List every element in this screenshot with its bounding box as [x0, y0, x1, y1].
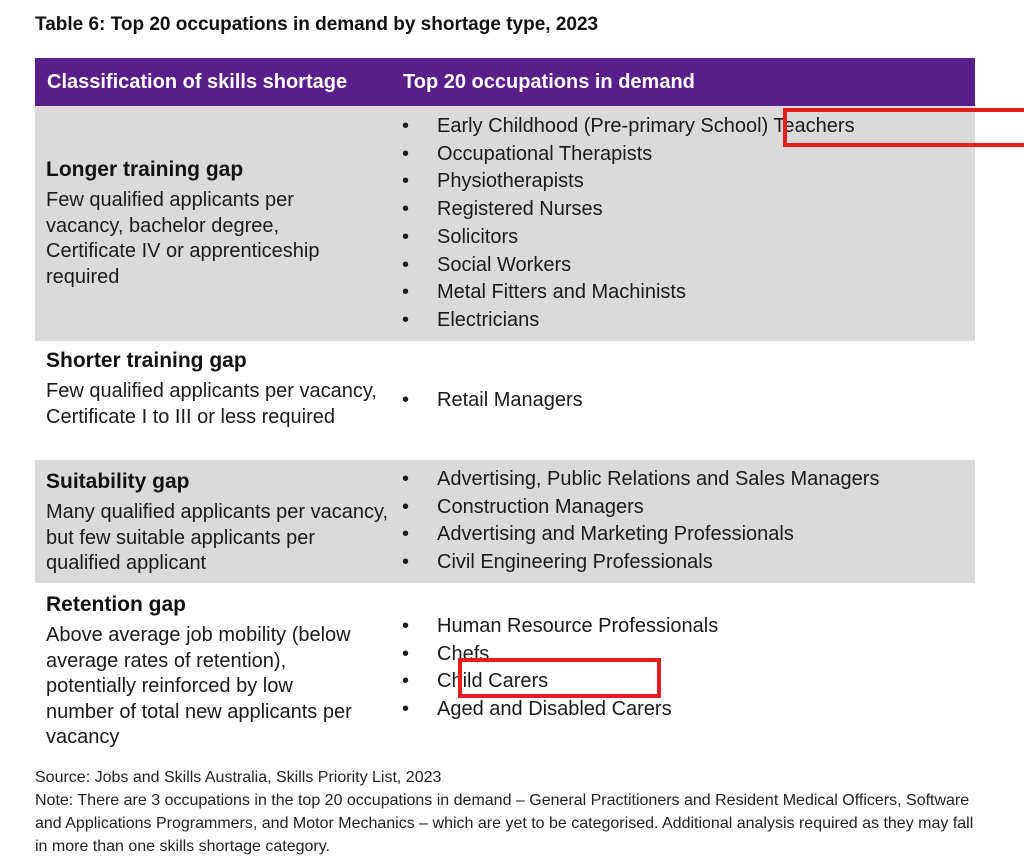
occupation-list	[391, 460, 975, 577]
category-description: Many qualified applicants per vacancy, but few suitable applicants per qualified applicant	[46, 501, 389, 574]
occupations-cell	[391, 583, 975, 753]
list-item: • Chefs	[402, 641, 975, 669]
list-item: • Human Resource Professionals	[402, 613, 975, 641]
list-item: • Construction Managers	[402, 494, 975, 522]
category-title: Suitability gap	[46, 470, 190, 493]
list-item: • Advertising and Marketing Professionals	[402, 521, 975, 549]
list-item: • Civil Engineering Professionals	[402, 549, 975, 577]
list-item: • Early Childhood (Pre-primary School) Teachers	[402, 113, 975, 141]
occupation-list	[391, 106, 975, 335]
table-title: Table 6: Top 20 occupations in demand by shortage type, 2023	[35, 14, 599, 35]
category-description: Few qualified applicants per vacancy, bachelor degree, Certificate IV or apprenticeship required	[46, 189, 320, 288]
list-item: • Electricians	[402, 307, 975, 335]
occupations-cell	[391, 341, 975, 460]
category-cell	[35, 460, 391, 583]
header-occupations: Top 20 occupations in demand	[403, 70, 695, 93]
list-item: • Physiotherapists	[402, 168, 975, 196]
category-title: Longer training gap	[46, 158, 244, 181]
header-classification: Classification of skills shortage	[47, 70, 348, 93]
list-item: • Metal Fitters and Machinists	[402, 279, 975, 307]
category-description: Few qualified applicants per vacancy, Certificate I to III or less required	[46, 380, 377, 428]
list-item: • Child Carers	[402, 668, 975, 696]
table-row-longer-training-gap	[35, 106, 975, 341]
category-title: Retention gap	[46, 593, 186, 616]
occupations-cell	[391, 106, 975, 341]
occupation-list	[391, 341, 975, 415]
table-row-suitability-gap	[35, 460, 975, 583]
occupation-list	[391, 583, 975, 724]
category-cell	[35, 106, 391, 341]
table-row-retention-gap	[35, 583, 975, 753]
list-item: • Social Workers	[402, 252, 975, 280]
list-item: • Solicitors	[402, 224, 975, 252]
list-item: • Occupational Therapists	[402, 141, 975, 169]
table-footer	[35, 766, 985, 858]
explanatory-note: Note: There are 3 occupations in the top 20 occupations in demand – General Practitioners and Resident Medical Officers, Software and Applications Programmers, and Motor Mechanics – which are yet to be categorised. Additional analysis required as they may fall in more than one skills shortage category.	[35, 792, 974, 855]
occupations-cell	[391, 460, 975, 583]
list-item: • Aged and Disabled Carers	[402, 696, 975, 724]
occupations-table	[35, 58, 975, 753]
category-description: Above average job mobility (below average rates of retention), potentially reinforced by low number of total new applicants per vacancy	[46, 624, 352, 748]
list-item: • Registered Nurses	[402, 196, 975, 224]
table-row-shorter-training-gap	[35, 341, 975, 460]
category-cell	[35, 583, 391, 753]
category-cell	[35, 341, 391, 460]
list-item: • Advertising, Public Relations and Sales Managers	[402, 466, 975, 494]
list-item: • Retail Managers	[402, 387, 975, 415]
source-note: Source: Jobs and Skills Australia, Skills Priority List, 2023	[35, 769, 442, 786]
table-header	[35, 58, 975, 106]
category-title: Shorter training gap	[46, 349, 247, 372]
